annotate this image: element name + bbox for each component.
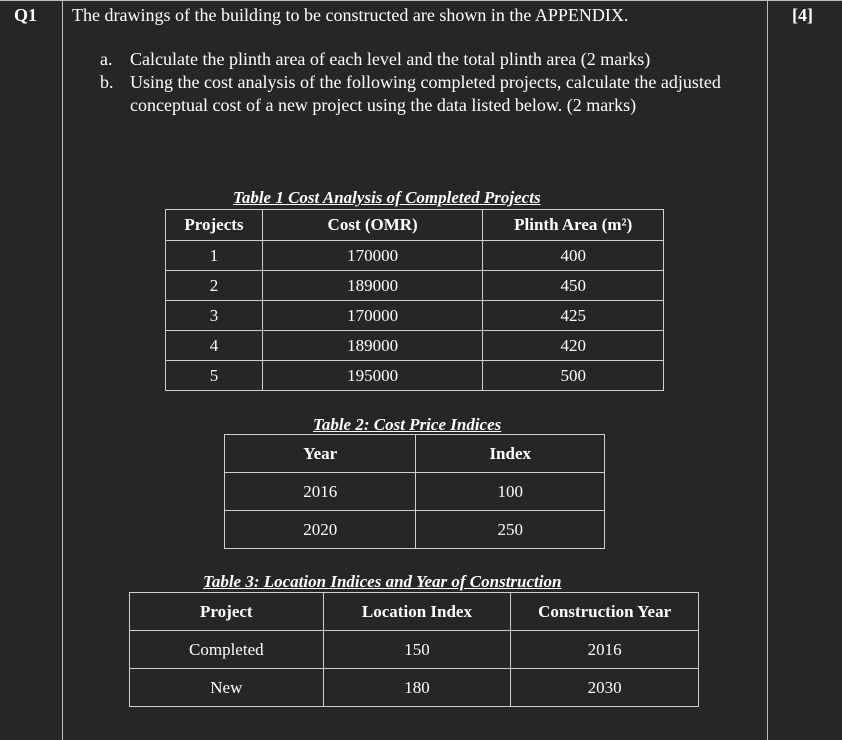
column-header: Construction Year: [511, 593, 699, 631]
table-cell: 2020: [225, 511, 416, 549]
part-text: Using the cost analysis of the following completed projects, calculate the adjusted conceptual cost of a new project using the data listed below. (2 marks): [130, 72, 721, 115]
table-header-row: [130, 593, 699, 631]
table-row: [166, 361, 664, 391]
table-row: [166, 331, 664, 361]
table-cell: 189000: [262, 331, 483, 361]
table-cell: 3: [166, 301, 263, 331]
column-header: Projects: [166, 210, 263, 241]
column-header: Project: [130, 593, 324, 631]
table-cell: 1: [166, 241, 263, 271]
column-header: Year: [225, 435, 416, 473]
table-cell: 500: [483, 361, 664, 391]
column-divider: [767, 0, 768, 740]
cost-price-indices-table: [224, 434, 605, 549]
question-parts: [100, 48, 730, 117]
table-row: [130, 631, 699, 669]
table-cell: 170000: [262, 241, 483, 271]
table-cell: 2030: [511, 669, 699, 707]
part-label: b.: [100, 72, 114, 92]
part-a: [100, 48, 730, 71]
cost-analysis-table: [165, 209, 664, 391]
location-indices-table: [129, 592, 699, 707]
table-cell: 400: [483, 241, 664, 271]
table-cell: New: [130, 669, 324, 707]
table-row: [166, 271, 664, 301]
column-divider: [62, 0, 63, 740]
table-row: [130, 669, 699, 707]
top-border: [0, 0, 842, 1]
table-cell: 250: [416, 511, 605, 549]
table-cell: 150: [323, 631, 511, 669]
table-cell: 189000: [262, 271, 483, 301]
table2-caption: Table 2: Cost Price Indices: [313, 415, 502, 434]
table-cell: Completed: [130, 631, 324, 669]
table-row: [166, 301, 664, 331]
table-cell: 450: [483, 271, 664, 301]
table-cell: 180: [323, 669, 511, 707]
table-row: [225, 473, 605, 511]
part-b: [100, 71, 730, 117]
table-cell: 100: [416, 473, 605, 511]
table-row: [225, 511, 605, 549]
table-cell: 2016: [225, 473, 416, 511]
table-header-row: [225, 435, 605, 473]
table-cell: 2016: [511, 631, 699, 669]
table-cell: 420: [483, 331, 664, 361]
table3-caption: Table 3: Location Indices and Year of Construction: [203, 572, 562, 591]
table-cell: 2: [166, 271, 263, 301]
table-cell: 170000: [262, 301, 483, 331]
table-header-row: [166, 210, 664, 241]
column-header: Plinth Area (m²): [483, 210, 664, 241]
table-cell: 425: [483, 301, 664, 331]
column-header: Index: [416, 435, 605, 473]
part-label: a.: [100, 49, 113, 69]
table-row: [166, 241, 664, 271]
column-header: Location Index: [323, 593, 511, 631]
table1-caption: Table 1 Cost Analysis of Completed Projects: [233, 188, 541, 207]
part-text: Calculate the plinth area of each level and the total plinth area (2 marks): [130, 49, 651, 69]
question-marks: [4]: [792, 5, 813, 25]
column-header: Cost (OMR): [262, 210, 483, 241]
question-number: Q1: [14, 5, 38, 25]
table-cell: 195000: [262, 361, 483, 391]
table-cell: 5: [166, 361, 263, 391]
question-stem: The drawings of the building to be constructed are shown in the APPENDIX.: [72, 5, 629, 25]
table-cell: 4: [166, 331, 263, 361]
